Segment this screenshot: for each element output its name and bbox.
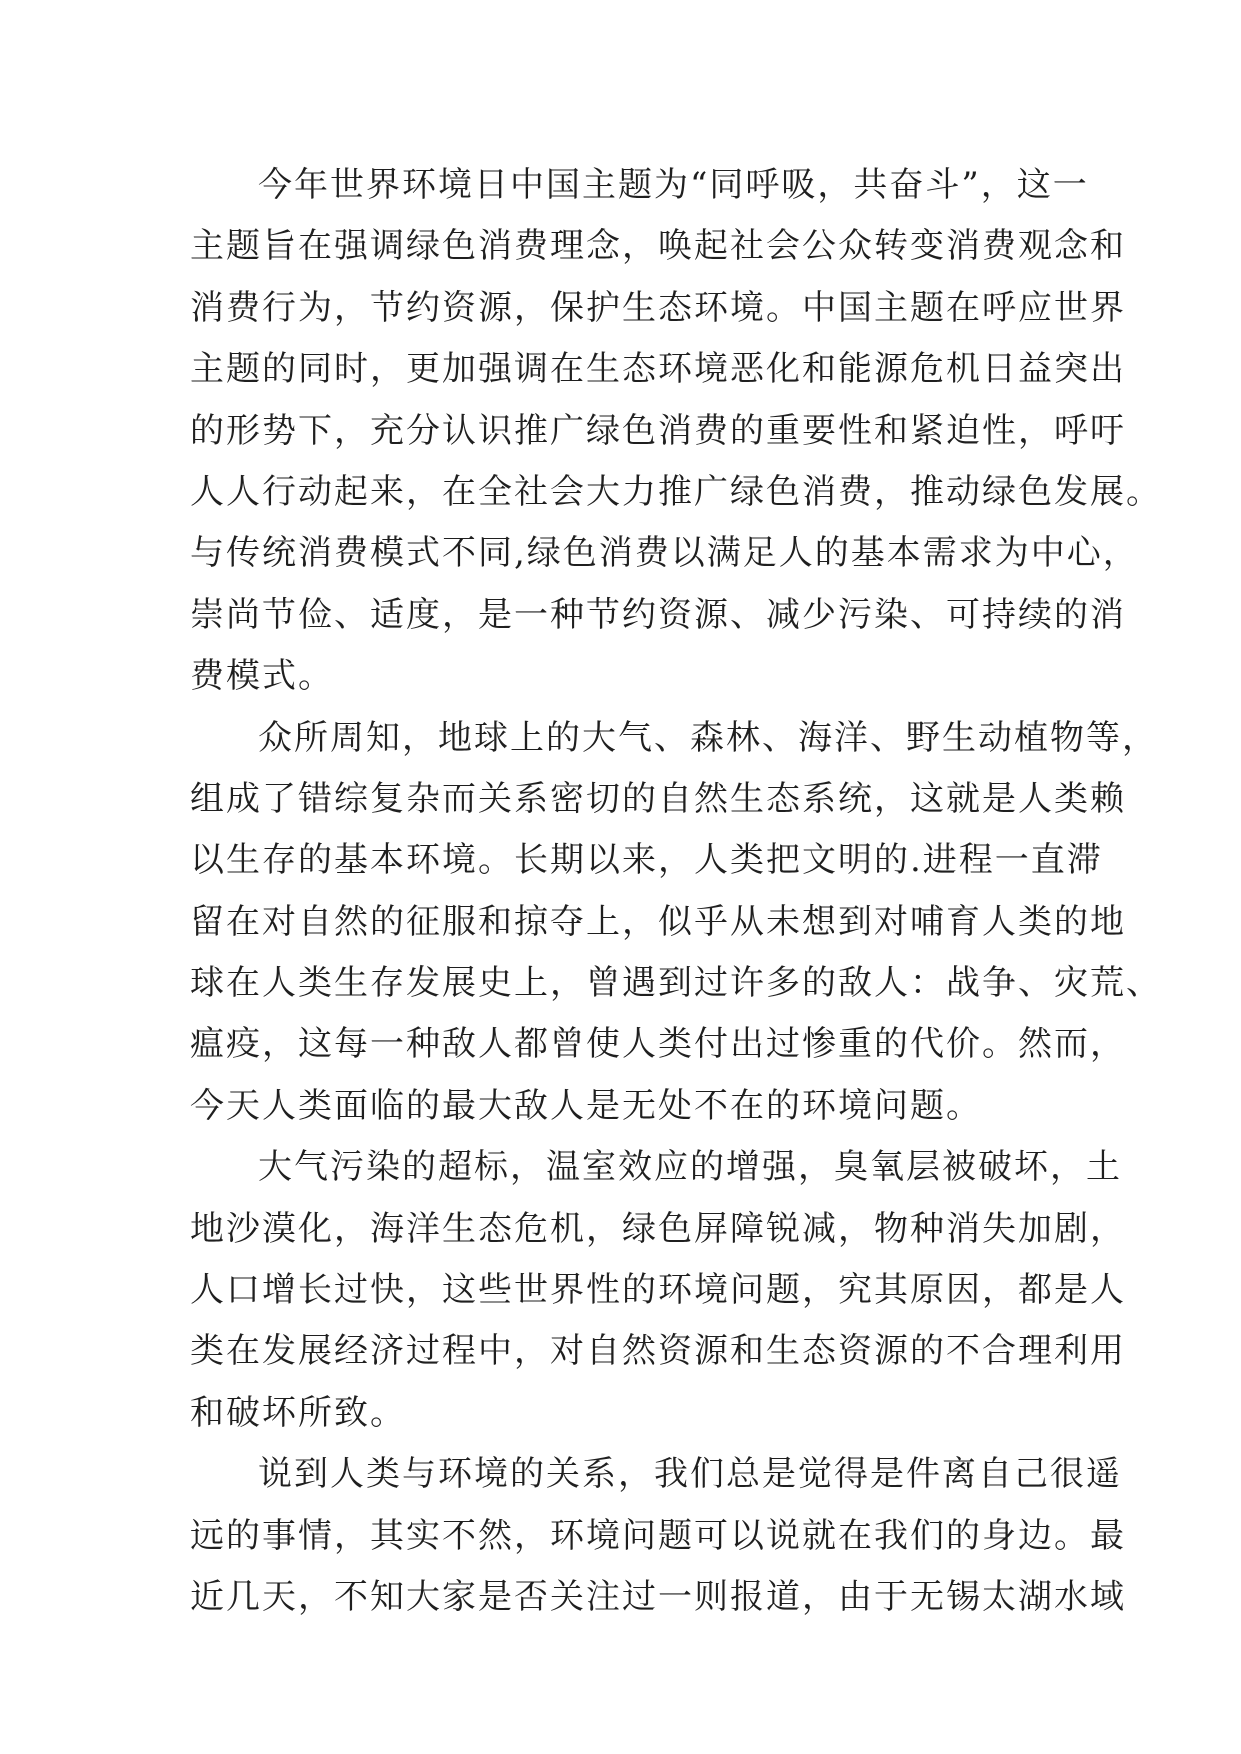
text-line: 人口增长过快，这些世界性的环境问题，究其原因，都是人 (190, 1270, 1126, 1311)
text-line: 组成了错综复杂而关系密切的自然生态系统，这就是人类赖 (190, 778, 1126, 819)
text-line: 今天人类面临的最大敌人是无处不在的环境问题。 (190, 1085, 982, 1126)
text-line: 瘟疫，这每一种敌人都曾使人类付出过惨重的代价。然而， (190, 1024, 1126, 1065)
text-line: 留在对自然的征服和掠夺上，似乎从未想到对哺育人类的地 (190, 901, 1126, 942)
text-line: 近几天，不知大家是否关注过一则报道，由于无锡太湖水域 (190, 1576, 1126, 1617)
text-line: 主题旨在强调绿色消费理念，唤起社会公众转变消费观念和 (190, 226, 1126, 267)
paragraph-2 (190, 708, 1162, 1138)
text-line: 人人行动起来，在全社会大力推广绿色消费，推动绿色发展。 (190, 471, 1162, 512)
text-line: 说到人类与环境的关系，我们总是觉得是件离自己很遥 (258, 1454, 1122, 1495)
text-line: 大气污染的超标，温室效应的增强，臭氧层被破坏，土 (258, 1147, 1122, 1188)
text-line: 主题的同时，更加强调在生态环境恶化和能源危机日益突出 (190, 349, 1126, 390)
text-line: 类在发展经济过程中，对自然资源和生态资源的不合理利用 (190, 1331, 1126, 1372)
text-line: 地沙漠化，海洋生态危机，绿色屏障锐减，物种消失加剧， (190, 1208, 1126, 1249)
text-line: 消费行为，节约资源，保护生态环境。中国主题在呼应世界 (190, 287, 1126, 328)
text-line: 远的事情，其实不然，环境问题可以说就在我们的身边。最 (190, 1515, 1126, 1556)
text-line: 今年世界环境日中国主题为“同呼吸，共奋斗”，这一 (258, 165, 1089, 205)
text-line: 球在人类生存发展史上，曾遇到过许多的敌人：战争、灾荒、 (190, 963, 1162, 1004)
text-line: 以生存的基本环境。长期以来，人类把文明的.进程一直滞 (190, 840, 1103, 881)
text-line: 和破坏所致。 (190, 1392, 406, 1433)
text-line: 与传统消费模式不同,绿色消费以满足人的基本需求为中心， (190, 533, 1139, 574)
text-line: 的形势下，充分认识推广绿色消费的重要性和紧迫性，呼吁 (190, 410, 1126, 451)
body-text (190, 155, 1162, 1628)
paragraph-3 (190, 1137, 1126, 1444)
text-line: 众所周知，地球上的大气、森林、海洋、野生动植物等， (258, 717, 1158, 758)
text-line: 崇尚节俭、适度，是一种节约资源、减少污染、可持续的消 (190, 594, 1126, 635)
text-line: 费模式。 (190, 656, 334, 697)
paragraph-4 (190, 1444, 1126, 1628)
paragraph-1 (190, 155, 1162, 708)
